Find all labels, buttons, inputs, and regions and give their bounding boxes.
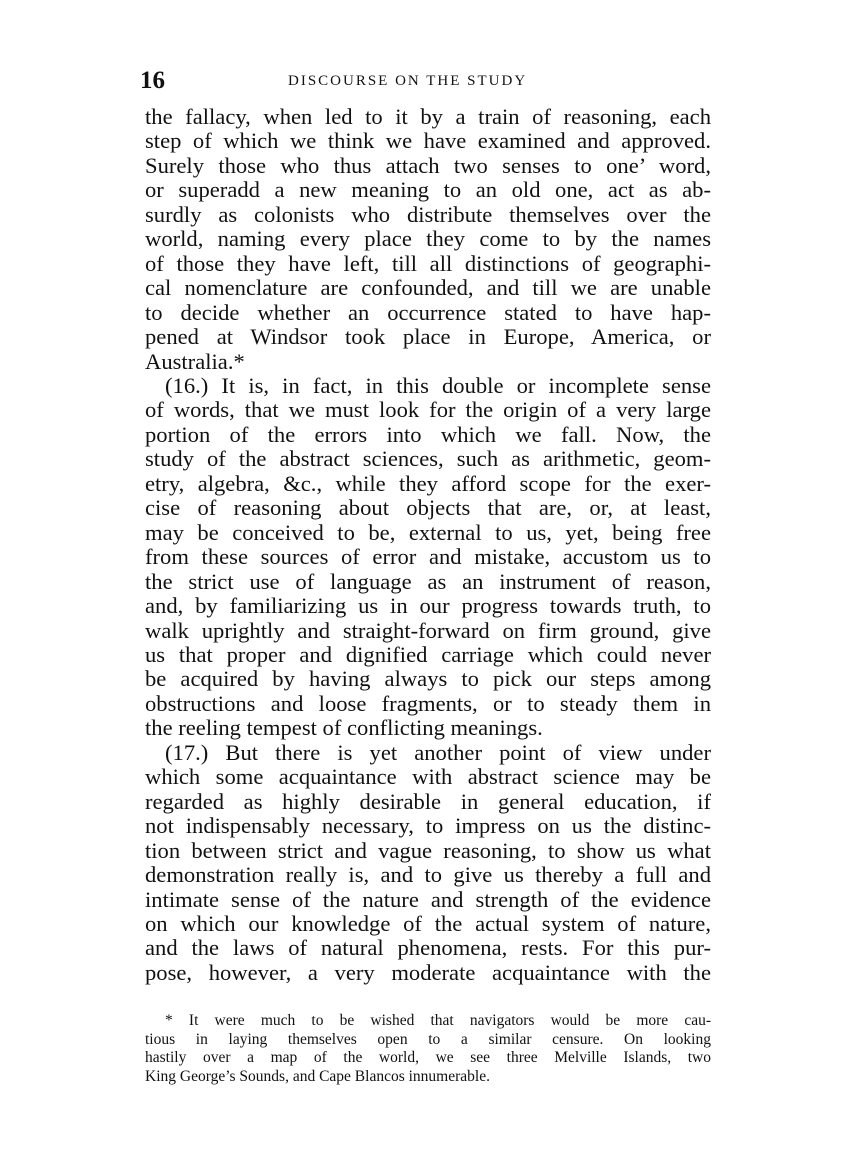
text-line: be acquired by having always to pick our steps among xyxy=(145,666,711,692)
text-line: of those they have left, till all distinctions of geographi- xyxy=(145,250,711,276)
text-line: the fallacy, when led to it by a train of reasoning, each xyxy=(145,104,711,129)
page-header xyxy=(140,66,710,96)
footnote-line: * It were much to be wished that navigators would be more cau- xyxy=(165,1012,711,1029)
text-line: portion of the errors into which we fall. Now, the xyxy=(145,421,711,447)
text-line: demonstration really is, and to give us thereby a full and xyxy=(145,862,711,888)
text-line: world, naming every place they come to by the names xyxy=(145,226,711,252)
footnote-line: hastily over a map of the world, we see three Melville Islands, two xyxy=(145,1049,711,1066)
text-line: of words, that we must look for the origin of a very large xyxy=(145,397,711,423)
text-line: on which our knowledge of the actual system of nature, xyxy=(145,910,711,936)
text-line: or superadd a new meaning to an old one, act as ab- xyxy=(145,177,711,203)
text-line: to decide whether an occurrence stated to have hap- xyxy=(145,299,711,325)
text-line: obstructions and loose fragments, or to steady them in xyxy=(145,690,711,716)
text-line: study of the abstract sciences, such as arithmetic, geom- xyxy=(145,446,711,472)
text-line: not indispensably necessary, to impress on us the distinc- xyxy=(145,813,711,839)
footnote xyxy=(145,1012,711,1086)
text-line: the reeling tempest of conflicting meanings. xyxy=(145,715,543,741)
text-line: Australia.* xyxy=(145,348,245,374)
text-line: which some acquaintance with abstract science may be xyxy=(145,764,711,790)
text-line: walk uprightly and straight-forward on firm ground, give xyxy=(145,617,711,643)
text-line: pened at Windsor took place in Europe, America, or xyxy=(145,324,711,350)
text-line: intimate sense of the nature and strength of the evidence xyxy=(145,886,711,912)
footnote-line: King George’s Sounds, and Cape Blancos innumerable. xyxy=(145,1067,490,1085)
text-line: cise of reasoning about objects that are, or, at least, xyxy=(145,495,711,521)
text-line: from these sources of error and mistake, accustom us to xyxy=(145,544,711,570)
text-line: tion between strict and vague reasoning, to show us what xyxy=(145,837,711,863)
text-line: pose, however, a very moderate acquaintance with the xyxy=(145,959,711,985)
footnote-line: tious in laying themselves open to a similar censure. On looking xyxy=(145,1030,711,1048)
text-line: the strict use of language as an instrument of reason, xyxy=(145,568,711,594)
text-line: regarded as highly desirable in general education, if xyxy=(145,788,711,814)
paragraph-16-start: (16.) It is, in fact, in this double or incomplete sense xyxy=(165,372,711,398)
text-line: etry, algebra, &c., while they afford scope for the exer- xyxy=(145,470,711,496)
running-head: DISCOURSE ON THE STUDY xyxy=(288,73,528,89)
text-line: may be conceived to be, external to us, yet, being free xyxy=(145,519,711,545)
paragraph-17-start: (17.) But there is yet another point of view under xyxy=(165,739,711,765)
text-line: cal nomenclature are confounded, and till we are unable xyxy=(145,275,711,301)
text-line: surdly as colonists who distribute themselves over the xyxy=(145,201,711,227)
text-line: step of which we think we have examined and approved. xyxy=(145,128,711,154)
text-line: Surely those who thus attach two senses to one’ word, xyxy=(145,152,711,178)
body-text xyxy=(145,105,711,985)
page-number: 16 xyxy=(140,67,165,94)
text-line: us that proper and dignified carriage which could never xyxy=(145,641,711,667)
text-line: and the laws of natural phenomena, rests. For this pur- xyxy=(145,935,711,961)
text-line: and, by familiarizing us in our progress towards truth, to xyxy=(145,593,711,619)
